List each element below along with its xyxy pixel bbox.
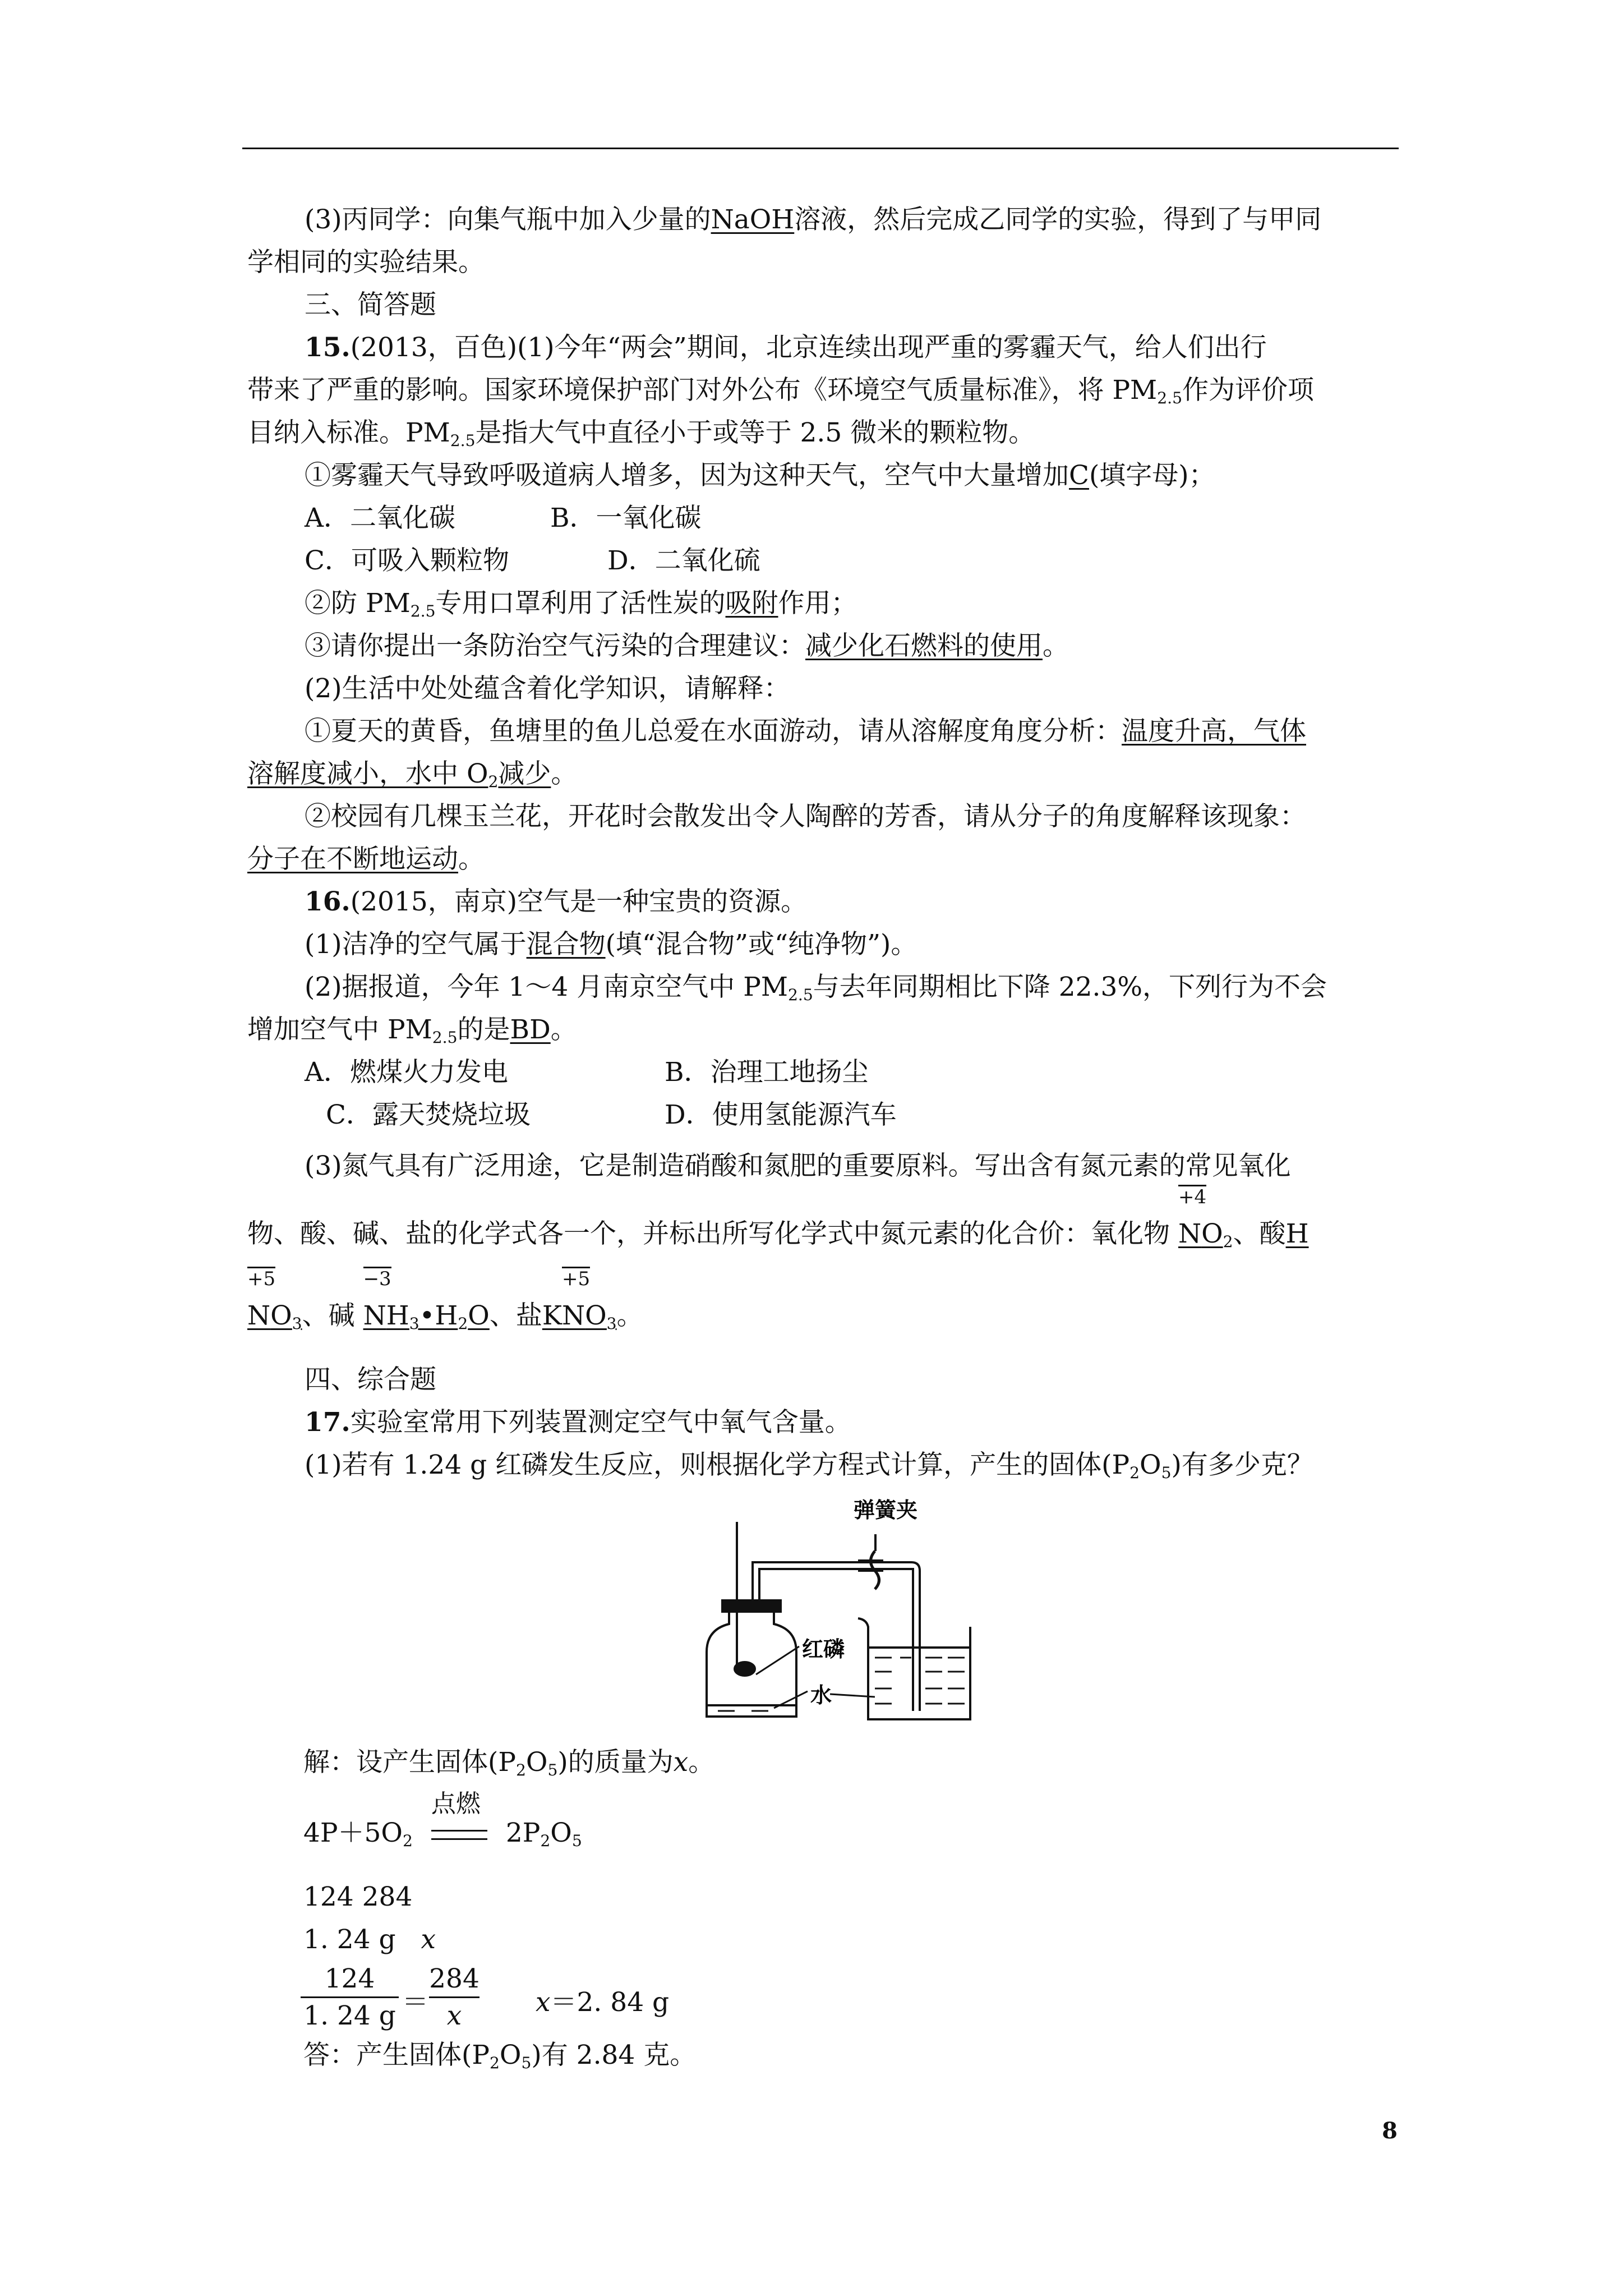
solution-line: 124 284: [303, 1881, 413, 1912]
valence-n: −3 N: [363, 1268, 391, 1331]
option-a: A．二氧化碳: [305, 503, 455, 533]
text-line: 学相同的实验结果。: [247, 247, 485, 278]
question-15: 15.(2013，百色)(1)今年“两会”期间，北京连续出现严重的雾霾天气，给人们出行: [305, 332, 1267, 363]
reaction-condition: 点燃: [431, 1816, 487, 1850]
valence-n: +4 N: [1178, 1186, 1207, 1249]
question-17: 17.实验室常用下列装置测定空气中氧气含量。: [305, 1407, 851, 1438]
question-16: 16.(2015，南京)空气是一种宝贵的资源。: [305, 886, 808, 917]
text-line: (2)生活中处处蕴含着化学知识，请解释：: [305, 673, 790, 704]
label-clip: 弹簧夹: [854, 1498, 918, 1522]
solution-line: 1. 24 g x: [303, 1924, 436, 1955]
apparatus-figure: [690, 1495, 1004, 1731]
option-b: B．一氧化碳: [550, 503, 702, 533]
option-c: C．露天焚烧垃圾: [326, 1099, 531, 1130]
section-heading: 四、综合题: [305, 1364, 436, 1395]
equals-sign: ＝: [402, 1987, 428, 2018]
label-water: 水: [810, 1683, 832, 1708]
text-line: ③请你提出一条防治空气污染的合理建议：减少化石燃料的使用。: [305, 631, 1069, 661]
option-d: D．二氧化硫: [607, 545, 760, 576]
text-line: 增加空气中 $PM_{2.5}$的是BD。: [247, 1014, 577, 1047]
text-line: ①雾霾天气导致呼吸道病人增多，因为这种天气，空气中大量增加C(填字母)；: [305, 460, 1215, 491]
solution-result: x＝2. 84 g: [536, 1987, 670, 2018]
equation: $4P+5O_2$ 点燃 $2P_2O_5$: [303, 1789, 582, 1850]
text-line: 目纳入标准。$PM_{2.5}$是指大气中直径小于或等于 2.5 微米的颗粒物。: [247, 417, 1035, 450]
text-line: 物、酸、碱、盐的化学式各一个，并标出所写化学式中氮元素的化合价：氧化物 +4 $NO_2$、酸H: [247, 1186, 1309, 1251]
text-line: 溶解度减小，水中 $O_2$减少。: [247, 758, 578, 791]
fraction: $\frac{284}{x}$: [429, 1963, 479, 2031]
text-line: 带来了严重的影响。国家环境保护部门对外公布《环境空气质量标准》，将 $PM_{2.5}$作为评价项: [247, 375, 1315, 407]
text-line: (3)氮气具有广泛用途，它是制造硝酸和氮肥的重要原料。写出含有氮元素的常见氧化: [305, 1151, 1291, 1181]
text-line: ②防 $PM_{2.5}$专用口罩利用了活性炭的吸附作用；: [305, 588, 857, 620]
option-b: B．治理工地扬尘: [665, 1057, 869, 1088]
text-line: (1)若有 1.24 g 红磷发生反应，则根据化学方程式计算，产生的固体$(P_2O_5)$有多少克？: [305, 1450, 1313, 1482]
text-line: (2)据报道，今年 1～4 月南京空气中 $PM_{2.5}$与去年同期相比下降 22.3%，下列行为不会: [305, 972, 1327, 1004]
option-a: A．燃煤火力发电: [305, 1057, 508, 1088]
valence-n: +5 N: [247, 1268, 276, 1331]
valence-n: +5 N: [561, 1268, 591, 1331]
text-line: +5 $NO_3$、碱 −3 $NH_3•H_2O$、盐K +5 $NO_3$。: [247, 1268, 643, 1333]
page-number: 8: [1382, 2118, 1398, 2144]
label-phosphorus: 红磷: [802, 1637, 845, 1662]
option-c: C．可吸入颗粒物: [305, 545, 509, 576]
text-line: ①夏天的黄昏，鱼塘里的鱼儿总爱在水面游动，请从溶解度角度分析：温度升高，气体: [305, 716, 1306, 747]
fraction: $\frac{124}{1. 24 g}$: [301, 1963, 399, 2031]
answer-line: 答：产生固体$(P_2O_5)$有 2.84 克。: [303, 2040, 697, 2072]
solution-line: 解：设产生固体$(P_2O_5)$的质量为x。: [303, 1747, 715, 1779]
text-line: 分子在不断地运动。: [247, 844, 485, 875]
option-d: D．使用氢能源汽车: [665, 1099, 897, 1130]
text-line: (1)洁净的空气属于混合物(填“混合物”或“纯净物”)。: [305, 929, 917, 960]
text-line: ②校园有几棵玉兰花，开花时会散发出令人陶醉的芳香，请从分子的角度解释该现象：: [305, 801, 1306, 832]
section-heading: 三、简答题: [305, 289, 436, 320]
header-rule: [242, 148, 1399, 149]
text-line: (3)丙同学：向集气瓶中加入少量的NaOH溶液，然后完成乙同学的实验，得到了与甲同: [305, 204, 1322, 235]
